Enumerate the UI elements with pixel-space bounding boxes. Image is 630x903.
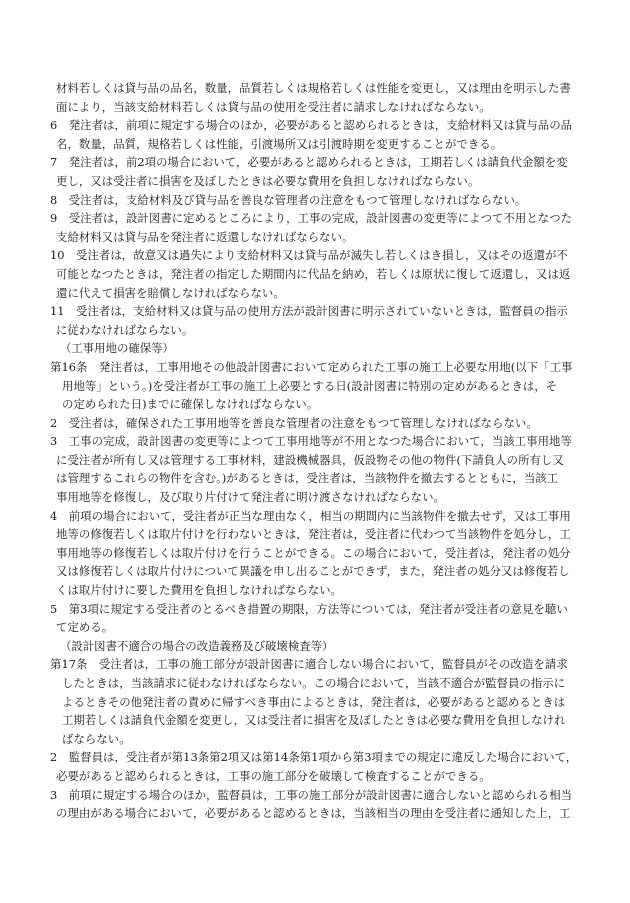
text-line: 更し，又は受注者に損害を及ぼしたときは必要な費用を負担しなければならない。 bbox=[56, 173, 480, 188]
clause-paragraph bbox=[50, 414, 586, 433]
clause-paragraph bbox=[50, 432, 586, 506]
clause-paragraph bbox=[50, 655, 586, 748]
clause-paragraph bbox=[50, 79, 586, 116]
text-line: 可能となつたときは，発注者の指定した期間内に代品を納め，若しくは原状に復して返還し，又は返 bbox=[56, 266, 571, 281]
text-line: 5 第3項に規定する受注者のとるべき措置の期限，方法等については，発注者が受注者の意見を聴い bbox=[50, 601, 568, 616]
text-line: 用地等」という。)を受注者が工事の施工上必要とする日(設計図書に特別の定めがあるときは，そ bbox=[62, 378, 558, 393]
text-line: 材料若しくは貸与品の品名，数量，品質若しくは規格若しくは性能を変更し，又は理由を明示した書 bbox=[56, 81, 571, 95]
text-line: て定める。 bbox=[56, 620, 114, 635]
text-line: 還に代えて損害を賠償しなければならない。 bbox=[56, 285, 285, 300]
text-line: よるときその他発注者の責めに帰すべき事由によるときは，発注者は，必要があると認めるときは bbox=[62, 694, 566, 709]
section-heading: （工事用地の確保等） bbox=[60, 341, 174, 356]
clause-paragraph bbox=[50, 153, 586, 190]
clause-paragraph bbox=[50, 748, 586, 785]
text-line: 6 発注者は，前項に規定する場合のほか，必要があると認められるときは，支給材料又は貸与品の品 bbox=[50, 118, 573, 133]
text-line: 4 前項の場合において，受注者が正当な理由なく，相当の期間内に当該物件を撤去せず，又は工事用 bbox=[50, 508, 571, 523]
text-line: に受注者が所有し又は管理する工事材料，建設機械器具，仮設物その他の物件(下請負人の所有し又 bbox=[56, 452, 564, 467]
clause-paragraph bbox=[50, 358, 586, 414]
text-line: くは取片付けに要した費用を負担しなければならない。 bbox=[56, 583, 343, 598]
clause-paragraph bbox=[50, 116, 586, 153]
text-line: 7 発注者は，前2項の場合において，必要があると認められるときは，工期若しくは請負代金額を変 bbox=[50, 155, 568, 170]
text-line: 3 工事の完成，設計図書の変更等によつて工事用地等が不用となつた場合において，当該工事用地等 bbox=[50, 434, 572, 449]
section-heading: （設計図書不適合の場合の改造義務及び破壊検査等） bbox=[60, 638, 334, 653]
clause-paragraph bbox=[50, 600, 586, 637]
clause-paragraph bbox=[50, 209, 586, 246]
clause-paragraph bbox=[50, 191, 586, 210]
text-line: 事用地等の修復若しくは取片付けを行うことができる。この場合において，受注者は，発注者の処分 bbox=[56, 545, 571, 560]
text-line: したときは，当該請求に従わなければならない。この場合において，当該不適合が監督員の指示に bbox=[62, 676, 566, 690]
text-line: 第16条 発注者は，工事用地その他設計図書において定められた工事の施工上必要な用地(以下「工事 bbox=[50, 359, 573, 374]
text-line: の理由がある場合において，必要があると認めるときは，当該相当の理由を受注者に通知した上，工 bbox=[56, 806, 571, 821]
text-line: 事用地等を修復し，及び取り片付けて発注者に明け渡さなければならない。 bbox=[56, 490, 445, 505]
text-line: 2 監督員は，受注者が第13条第2項又は第14条第1項から第3項までの規定に違反した場合において， bbox=[50, 750, 578, 765]
text-line: 支給材料又は貸与品を発注者に返還しなければならない。 bbox=[56, 229, 354, 244]
text-line: は管理するこれらの物件を含む。)があるときは，受注者は，当該物件を撤去するとともに，当該工 bbox=[56, 471, 559, 486]
text-line: に従わなければならない。 bbox=[56, 322, 194, 337]
text-line: 工期若しくは請負代金額を変更し，又は受注者に損害を及ぼしたときは必要な費用を負担しなけれ bbox=[62, 713, 566, 728]
text-line: 必要があると認められるときは，工事の施工部分を破壊して検査することができる。 bbox=[56, 768, 491, 783]
text-line: の定められた日)までに確保しなければならない。 bbox=[62, 397, 319, 412]
text-line: 10 受注者は，故意又は過失により支給材料又は貸与品が滅失し若しくはき損し，又はその返還が不 bbox=[50, 248, 568, 263]
clause-paragraph bbox=[50, 246, 586, 302]
clause-paragraph bbox=[50, 507, 586, 600]
text-line: 第17条 受注者は，工事の施工部分が設計図書に適合しない場合において，監督員がその改造を請求 bbox=[50, 657, 568, 672]
text-line: 面により，当該支給材料若しくは貸与品の使用を受注者に請求しなければならない。 bbox=[56, 99, 491, 114]
text-line: 地等の修復若しくは取片付けを行わないときは，発注者は，受注者に代わつて当該物件を処分し，工 bbox=[56, 527, 571, 542]
text-line: 8 受注者は，支給材料及び貸与品を善良な管理者の注意をもつて管理しなければならない。 bbox=[50, 192, 527, 207]
clause-paragraph bbox=[50, 302, 586, 339]
text-line: 2 受注者は，確保された工事用地等を善良な管理者の注意をもつて管理しなければならない。 bbox=[50, 415, 538, 430]
text-line: 3 前項に規定する場合のほか，監督員は，工事の施工部分が設計図書に適合しないと認められる相当 bbox=[50, 787, 573, 802]
text-line: 名，数量，品質，規格若しくは性能，引渡場所又は引渡時期を変更することができる。 bbox=[56, 136, 503, 151]
text-line: 又は修復若しくは取片付けについて異議を申し出ることができず，また，発注者の処分又は修復若し bbox=[56, 564, 570, 579]
text-line: ばならない。 bbox=[62, 731, 131, 746]
text-line: 11 受注者は，支給材料又は貸与品の使用方法が設計図書に明示されていないときは，監督員の指示 bbox=[50, 304, 568, 319]
clause-paragraph bbox=[50, 786, 586, 823]
text-line: 9 受注者は，設計図書に定めるところにより，工事の完成，設計図書の変更等によつて不用となつた bbox=[50, 211, 573, 226]
